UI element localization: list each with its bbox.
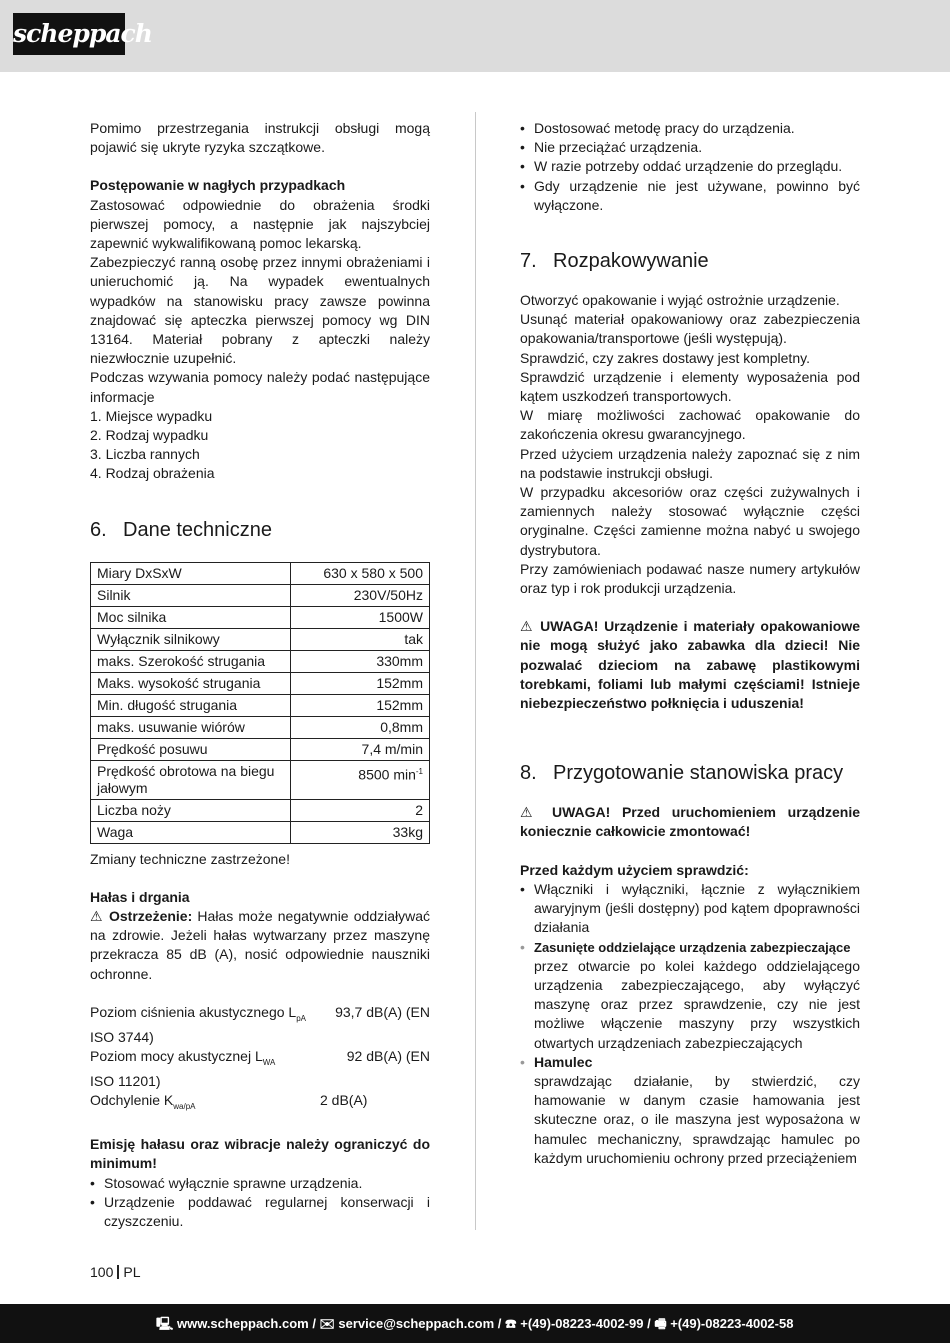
page-header bbox=[0, 0, 950, 72]
table-row bbox=[91, 738, 430, 760]
table-row bbox=[91, 606, 430, 628]
check-heading: Przed każdym użyciem sprawdzić: bbox=[520, 861, 749, 878]
emergency-list-item: 2. Rodzaj wypadku bbox=[90, 427, 209, 444]
table-row bbox=[91, 694, 430, 716]
spec-label: Prędkość obrotowa na biegu jałowym bbox=[91, 760, 291, 799]
spec-value: 630 x 580 x 500 bbox=[291, 562, 430, 584]
warning-text: UWAGA! Urządzenie i materiały opakowaniowe nie mogą służyć jako zabawka dla dzieci! Nie pozwalać dzieciom na zabawę plastikowymi torebkami, foliami lub małymi częściami! Istnieje niebezpieczeństwo połknięcia i uduszenia! bbox=[520, 618, 860, 712]
list-item: • Stosować wyłącznie sprawne urządzenia. bbox=[90, 1174, 430, 1193]
spec-value: tak bbox=[291, 628, 430, 650]
table-row bbox=[91, 672, 430, 694]
section-6-heading bbox=[90, 518, 430, 542]
emergency-list-item: 4. Rodzaj obrażenia bbox=[90, 465, 215, 482]
emergency-paragraph-1: Zastosować odpowiednie do obrażenia środki pierwszej pomocy, a następnie jak najszybciej zapewnić wykwalifikowaną pomoc lekarską. bbox=[90, 196, 430, 252]
spec-value: 33kg bbox=[291, 821, 430, 843]
section-7-heading bbox=[520, 249, 860, 273]
unpack-line: W przypadku akcesoriów oraz części zużywalnych i zamiennych należy stosować wyłącznie części oryginalne. Części zamienne można nabyć u swojego dystrybutora. bbox=[520, 484, 860, 558]
fax-number: +(49)-08223-4002-58 bbox=[670, 1316, 794, 1331]
spec-label: maks. usuwanie wiórów bbox=[91, 716, 291, 738]
section-number: 6. bbox=[90, 518, 107, 541]
noise-label-sub: pA bbox=[296, 1013, 307, 1023]
spec-value: 152mm bbox=[291, 672, 430, 694]
noise-heading: Hałas i drgania bbox=[90, 888, 190, 905]
noise-value-cont: ISO 11201) bbox=[90, 1073, 161, 1090]
prep-warning bbox=[520, 803, 860, 841]
phone-number: +(49)-08223-4002-99 bbox=[520, 1316, 644, 1331]
unpack-line: Przy zamówieniach podawać nasze numery artykułów oraz typ i rok produkcji urządzenia. bbox=[520, 560, 860, 597]
table-row bbox=[90, 1072, 430, 1091]
warning-triangle-icon: ⚠ bbox=[520, 804, 541, 821]
section-number: 7. bbox=[520, 250, 537, 273]
noise-label-text: Poziom mocy akustycznej L bbox=[90, 1048, 263, 1065]
website-link[interactable]: www.scheppach.com bbox=[176, 1316, 309, 1331]
table-row bbox=[91, 716, 430, 738]
table-row bbox=[91, 562, 430, 584]
noise-label bbox=[90, 1047, 320, 1072]
check-item-text: sprawdzając działanie, by stwierdzić, czy hamowanie w danym czasie hamowania jest skuteczne oraz, o ile maszyna jest wyposażona w hamulec mechaniczny, sprawdzając hamulec po każdym uruchomieniu ochrony przed przeciążeniem bbox=[534, 1072, 860, 1166]
noise-value bbox=[320, 1091, 430, 1116]
section-title: Przygotowanie stanowiska pracy bbox=[553, 762, 844, 785]
work-method-list bbox=[520, 119, 860, 215]
table-row bbox=[91, 584, 430, 606]
spec-value bbox=[291, 760, 430, 799]
page-footer bbox=[0, 1304, 950, 1343]
noise-label-text: Poziom ciśnienia akustycznego L bbox=[90, 1003, 297, 1020]
section-title: Rozpakowywanie bbox=[553, 250, 709, 273]
check-list bbox=[520, 880, 860, 938]
footer-contacts: 🖳 www.scheppach.com / ✉ service@scheppach.com / ☎ +(49)-08223-4002-99 / 🖷 +(49)-08223-4002-58 bbox=[156, 1316, 794, 1331]
table-row bbox=[91, 821, 430, 843]
noise-warning bbox=[90, 907, 430, 984]
table-row bbox=[91, 799, 430, 821]
unpack-line: Sprawdzić, czy zakres dostawy jest kompletny. bbox=[520, 349, 810, 366]
unpack-line: W miarę możliwości zachować opakowanie do zakończenia okresu gwarancyjnego. bbox=[520, 407, 860, 443]
list-item: • Włączniki i wyłączniki, łącznie z wyłącznikiem awaryjnym (jeśli dostępny) pod kątem dpoprawności działania bbox=[520, 880, 860, 938]
warning-triangle-icon: ⚠ bbox=[90, 908, 104, 925]
spec-label: maks. Szerokość strugania bbox=[91, 650, 291, 672]
page-number-value: 100 bbox=[90, 1264, 114, 1280]
warning-text: UWAGA! Przed uruchomieniem urządzenie koniecznie całkowicie zmontować! bbox=[520, 804, 860, 840]
noise-value-cont: ISO 3744) bbox=[90, 1028, 154, 1045]
spec-label: Prędkość posuwu bbox=[91, 738, 291, 760]
list-item: • W razie potrzeby oddać urządzenie do przeglądu. bbox=[520, 157, 860, 176]
emission-heading: Emisję hałasu oraz wibracje należy ograniczyć do minimum! bbox=[90, 1136, 430, 1172]
rpm-value: 8500 min bbox=[358, 766, 416, 783]
spec-label: Maks. wysokość strugania bbox=[91, 672, 291, 694]
list-item bbox=[520, 1053, 860, 1168]
noise-value: 93,7 dB(A) (EN bbox=[335, 1003, 430, 1020]
noise-label-text: Odchylenie K bbox=[90, 1092, 174, 1109]
list-item: • Dostosować metodę pracy do urządzenia. bbox=[520, 119, 860, 138]
spec-label: Min. długość strugania bbox=[91, 694, 291, 716]
check-list-2 bbox=[520, 938, 860, 1168]
spec-label: Miary DxSxW bbox=[91, 562, 291, 584]
column-divider bbox=[475, 112, 476, 1230]
table-row bbox=[91, 628, 430, 650]
spec-label: Waga bbox=[91, 821, 291, 843]
spec-value: 330mm bbox=[291, 650, 430, 672]
check-item-text: przez otwarcie po kolei każdego oddzielającego urządzenia zabezpieczającego, aby wyłączyć maszynę oraz przez sprawdzenie, czy nie jest możliwe włączenie maszyny przy wszystkich otwartych urządzeniach zabezpieczających bbox=[534, 957, 860, 1051]
page-number bbox=[90, 1264, 140, 1280]
noise-values-table bbox=[90, 1003, 430, 1116]
spec-label: Silnik bbox=[91, 584, 291, 606]
spec-value: 1500W bbox=[291, 606, 430, 628]
email-link[interactable]: service@scheppach.com bbox=[338, 1316, 495, 1331]
intro-paragraph: Pomimo przestrzegania instrukcji obsługi mogą pojawić się ukryte ryzyka szczątkowe. bbox=[90, 120, 430, 156]
noise-label-sub: WA bbox=[262, 1057, 276, 1067]
brand-logo: scheppach bbox=[13, 13, 125, 55]
emergency-list-item: 1. Miejsce wypadku bbox=[90, 407, 213, 424]
noise-value: 92 dB(A) (EN bbox=[346, 1048, 430, 1065]
spec-value: 7,4 m/min bbox=[291, 738, 430, 760]
noise-label bbox=[90, 1003, 320, 1028]
list-item bbox=[520, 938, 860, 1053]
spec-value: 2 bbox=[291, 799, 430, 821]
emergency-paragraph-2: Zabezpieczyć ranną osobę przez innymi obrażeniami i unieruchomić ją. Na wypadek ewentualnych wypadków na stanowisku pracy zawsze powinna znajdować się apteczka pierwszej pomocy wg DIN 13164. Materiał pobrany z apteczki należy niezwłocznie uzupełnić. bbox=[90, 254, 430, 367]
noise-value-text: 2 dB(A) bbox=[320, 1092, 368, 1109]
list-item: • Nie przeciążać urządzenia. bbox=[520, 138, 860, 157]
table-row bbox=[90, 1047, 430, 1072]
warning-label: Ostrzeżenie: bbox=[109, 908, 193, 925]
spec-label: Moc silnika bbox=[91, 606, 291, 628]
unpack-warning bbox=[520, 617, 860, 713]
check-item-title: • Zasunięte oddzielające urządzenia zabezpieczające bbox=[534, 939, 851, 955]
table-row bbox=[90, 1091, 430, 1116]
section-title: Dane techniczne bbox=[123, 518, 272, 541]
changes-note: Zmiany techniczne zastrzeżone! bbox=[90, 850, 290, 867]
section-number: 8. bbox=[520, 762, 537, 785]
spec-value: 152mm bbox=[291, 694, 430, 716]
emission-list bbox=[90, 1174, 430, 1232]
left-column bbox=[90, 119, 430, 1231]
noise-label-sub: wa/pA bbox=[173, 1102, 196, 1112]
spec-value: 230V/50Hz bbox=[291, 584, 430, 606]
spec-label: Liczba noży bbox=[91, 799, 291, 821]
unpack-line: Otworzyć opakowanie i wyjąć ostrożnie urządzenie. bbox=[520, 292, 840, 309]
emergency-heading: Postępowanie w nagłych przypadkach bbox=[90, 177, 346, 194]
table-row bbox=[91, 760, 430, 799]
table-row bbox=[91, 650, 430, 672]
right-column bbox=[520, 119, 860, 1168]
check-item-title: • Hamulec bbox=[534, 1053, 593, 1070]
page-separator bbox=[117, 1265, 119, 1279]
email-icon: ✉ bbox=[319, 1316, 335, 1331]
spec-value: 0,8mm bbox=[291, 716, 430, 738]
page-language: PL bbox=[123, 1264, 141, 1280]
spec-label: Wyłącznik silnikowy bbox=[91, 628, 291, 650]
emergency-list-item: 3. Liczba rannych bbox=[90, 446, 200, 463]
warning-triangle-icon: ⚠ bbox=[520, 618, 535, 635]
rpm-exponent: -1 bbox=[415, 766, 423, 776]
emergency-paragraph-3: Podczas wzywania pomocy należy podać następujące informacje bbox=[90, 369, 430, 405]
phone-icon: ☎ bbox=[505, 1316, 517, 1331]
technical-data-table bbox=[90, 562, 430, 844]
unpack-line: Usunąć materiał opakowaniowy oraz zabezpieczenia opakowania/transportowe (jeśli występują). bbox=[520, 311, 860, 347]
section-8-heading bbox=[520, 761, 860, 785]
list-item: • Gdy urządzenie nie jest używane, powinno być wyłączone. bbox=[520, 177, 860, 215]
table-row bbox=[90, 1003, 430, 1028]
unpack-line: Sprawdzić urządzenie i elementy wyposażenia pod kątem uszkodzeń transportowych. bbox=[520, 368, 860, 405]
fax-icon: 🖷 bbox=[654, 1316, 667, 1331]
unpack-line: Przed użyciem urządzenia należy zapoznać się z nim na podstawie instrukcji obsługi. bbox=[520, 445, 860, 481]
table-row bbox=[90, 1028, 430, 1047]
computer-icon: 🖳 bbox=[156, 1316, 174, 1331]
noise-label bbox=[90, 1091, 320, 1116]
warning-text: Hałas może negatywnie oddziaływać na zdrowie. Jeżeli hałas wytwarzany przez maszynę przekracza 85 dB (A), nosić odpowiednie nauszniki ochronne. bbox=[90, 908, 431, 982]
list-item: • Urządzenie poddawać regularnej konserwacji i czyszczeniu. bbox=[90, 1193, 430, 1231]
